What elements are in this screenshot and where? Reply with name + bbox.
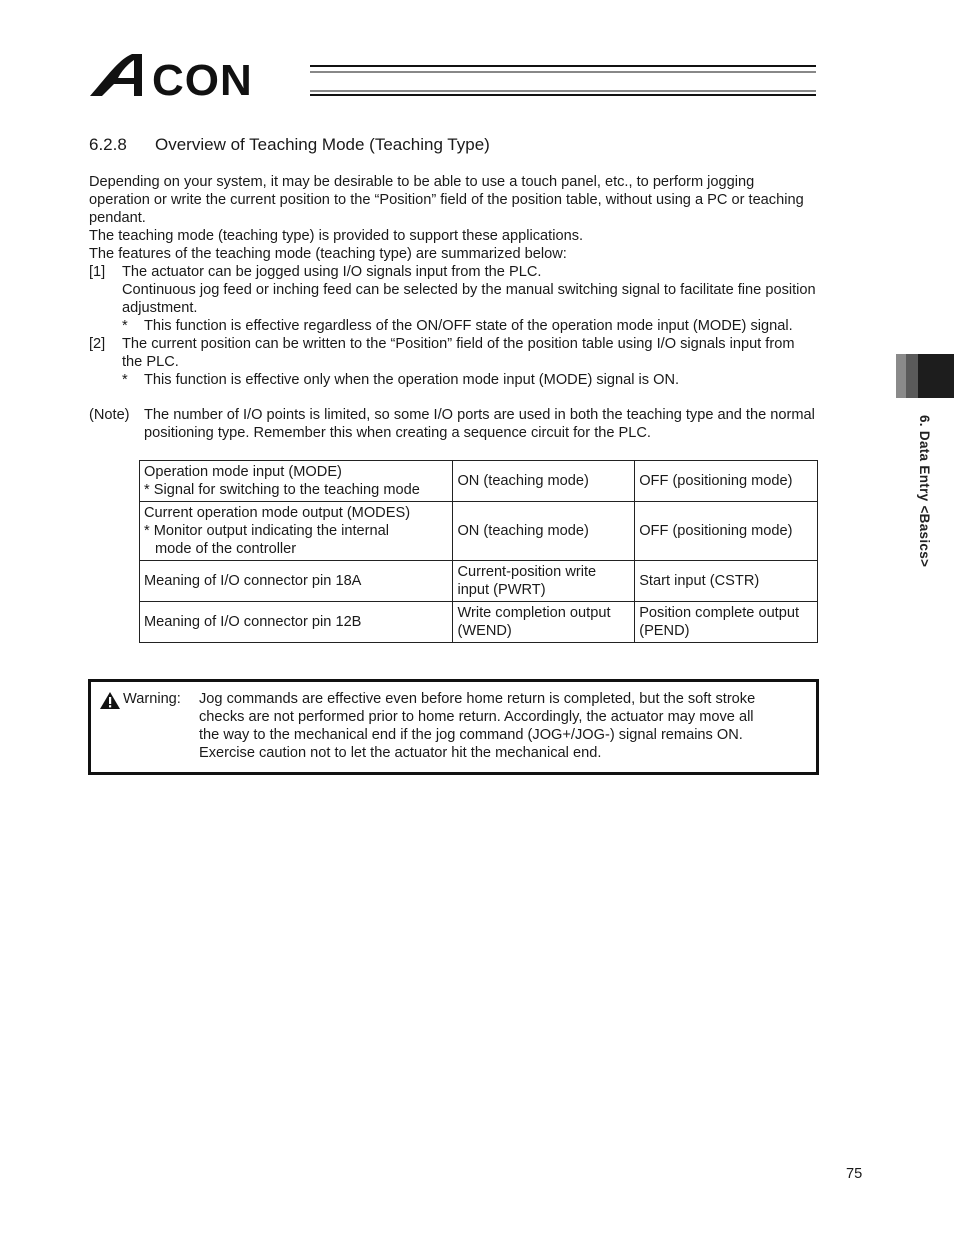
warning-triangle-icon xyxy=(99,691,121,710)
warning-text xyxy=(199,690,809,762)
table-cell xyxy=(453,461,635,502)
table-cell xyxy=(453,602,635,643)
item-2-note-marker: * xyxy=(122,372,128,388)
item-1-note-marker: * xyxy=(122,318,128,334)
section-heading xyxy=(89,135,490,155)
item-1-note: This function is effective regardless of the ON/OFF state of the operation mode input (MODE) signal. xyxy=(144,318,793,334)
cell-line: mode of the controller xyxy=(155,541,297,557)
chapter-tab-dark xyxy=(918,354,954,398)
section-title: Overview of Teaching Mode (Teaching Type) xyxy=(155,135,490,154)
table-cell xyxy=(453,561,635,602)
table-row xyxy=(140,502,818,561)
cell-line: * Signal for switching to the teaching mode xyxy=(144,482,420,498)
item-2-marker: [2] xyxy=(89,336,106,352)
cell-line: Meaning of I/O connector pin 18A xyxy=(144,573,362,589)
acon-logo xyxy=(88,48,818,100)
cell-line: Current-position write xyxy=(457,564,597,580)
io-signal-table xyxy=(139,460,818,643)
item-line: the PLC. xyxy=(122,354,179,370)
section-number: 6.2.8 xyxy=(89,135,127,154)
cell-line: ON (teaching mode) xyxy=(457,473,589,489)
table-cell xyxy=(140,561,453,602)
cell-line: Write completion output xyxy=(457,605,611,621)
table-row xyxy=(140,602,818,643)
cell-line: Current operation mode output (MODES) xyxy=(144,505,411,521)
page-number: 75 xyxy=(846,1166,863,1182)
table-row xyxy=(140,461,818,502)
warning-line: Exercise caution not to let the actuator hit the mechanical end. xyxy=(199,745,602,761)
note-text xyxy=(144,406,874,442)
svg-text:CON: CON xyxy=(152,56,253,100)
intro-line: Depending on your system, it may be desirable to be able to use a touch panel, etc., to perform jogging xyxy=(89,174,755,190)
item-line: The current position can be written to the “Position” field of the position table using I/O signals input from xyxy=(122,336,795,352)
item-2-text xyxy=(122,335,882,371)
warning-box xyxy=(88,679,819,775)
warning-line: checks are not performed prior to home return. Accordingly, the actuator may move all xyxy=(199,709,754,725)
cell-line: (WEND) xyxy=(457,623,512,639)
cell-line: Position complete output xyxy=(639,605,800,621)
note-line: The number of I/O points is limited, so some I/O ports are used in both the teaching type and the normal xyxy=(144,407,815,423)
table-cell xyxy=(453,502,635,561)
table-cell xyxy=(635,461,818,502)
cell-line: input (PWRT) xyxy=(457,582,546,598)
table-cell xyxy=(635,502,818,561)
table-cell xyxy=(140,502,453,561)
intro-line: The features of the teaching mode (teaching type) are summarized below: xyxy=(89,246,567,262)
cell-line: OFF (positioning mode) xyxy=(639,523,793,539)
note-line: positioning type. Remember this when creating a sequence circuit for the PLC. xyxy=(144,425,651,441)
table-row xyxy=(140,561,818,602)
cell-line: Start input (CSTR) xyxy=(639,573,760,589)
cell-line: Operation mode input (MODE) xyxy=(144,464,342,480)
item-line: adjustment. xyxy=(122,300,198,316)
cell-line: * Monitor output indicating the internal xyxy=(144,523,390,539)
table-cell xyxy=(635,561,818,602)
table-cell xyxy=(635,602,818,643)
item-1-marker: [1] xyxy=(89,264,106,280)
warning-line: the way to the mechanical end if the jog command (JOG+/JOG-) signal remains ON. xyxy=(199,727,743,743)
intro-line: operation or write the current position to the “Position” field of the position table, without using a PC or teaching xyxy=(89,192,804,208)
chapter-tab-mid xyxy=(906,354,918,398)
warning-line: Jog commands are effective even before home return is completed, but the soft stroke xyxy=(199,691,756,707)
cell-line: OFF (positioning mode) xyxy=(639,473,793,489)
warning-label: Warning: xyxy=(123,691,181,707)
item-1-text xyxy=(122,263,882,317)
cell-line: ON (teaching mode) xyxy=(457,523,589,539)
intro-line: pendant. xyxy=(89,210,146,226)
intro-paragraph xyxy=(89,173,869,263)
cell-line: (PEND) xyxy=(639,623,690,639)
item-line: The actuator can be jogged using I/O signals input from the PLC. xyxy=(122,264,542,280)
chapter-tab-label: 6. Data Entry <Basics> xyxy=(917,415,932,568)
intro-line: The teaching mode (teaching type) is provided to support these applications. xyxy=(89,228,584,244)
item-line: Continuous jog feed or inching feed can be selected by the manual switching signal to facilitate fine position xyxy=(122,282,816,298)
table-cell xyxy=(140,602,453,643)
item-2-note: This function is effective only when the operation mode input (MODE) signal is ON. xyxy=(144,372,680,388)
table-cell xyxy=(140,461,453,502)
note-label: (Note) xyxy=(89,407,130,423)
cell-line: Meaning of I/O connector pin 12B xyxy=(144,614,362,630)
